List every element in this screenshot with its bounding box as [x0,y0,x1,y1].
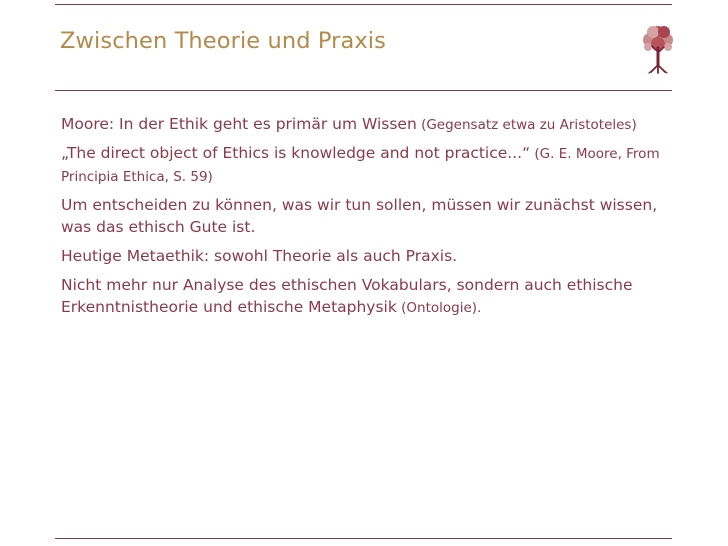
paragraph-note: (Ontologie). [396,300,482,316]
bottom-rule [55,538,672,539]
tree-trunk [649,46,667,73]
paragraph-decide [61,194,673,239]
paragraph-text: „The direct object of Ethics is knowledge and not practice...“ [61,144,531,162]
slide-body [61,113,673,325]
tree-logo-icon [640,22,676,78]
slide-title: Zwischen Theorie und Praxis [60,28,386,54]
paragraph-quote [61,142,673,188]
paragraph-text: Um entscheiden zu können, was wir tun sollen, müssen wir zunächst wissen, was das ethisch Gute ist. [61,196,658,236]
title-divider [55,90,672,91]
top-rule [55,4,672,5]
paragraph-text: Heutige Metaethik: sowohl Theorie als auch Praxis. [61,247,458,265]
paragraph-metaethics [61,245,673,268]
paragraph-text: Nicht mehr nur Analyse des ethischen Vokabulars, sondern auch ethische Erkenntnistheorie und ethische Metaphysik [61,276,633,316]
paragraph-analysis [61,274,673,319]
paragraph-text: Moore: In der Ethik geht es primär um Wissen [61,115,417,133]
paragraph-moore [61,113,673,136]
paragraph-note: (G. E. Moore, From Principia Ethica, S. 59) [61,146,660,185]
paragraph-note: (Gegensatz etwa zu Aristoteles) [416,117,637,133]
